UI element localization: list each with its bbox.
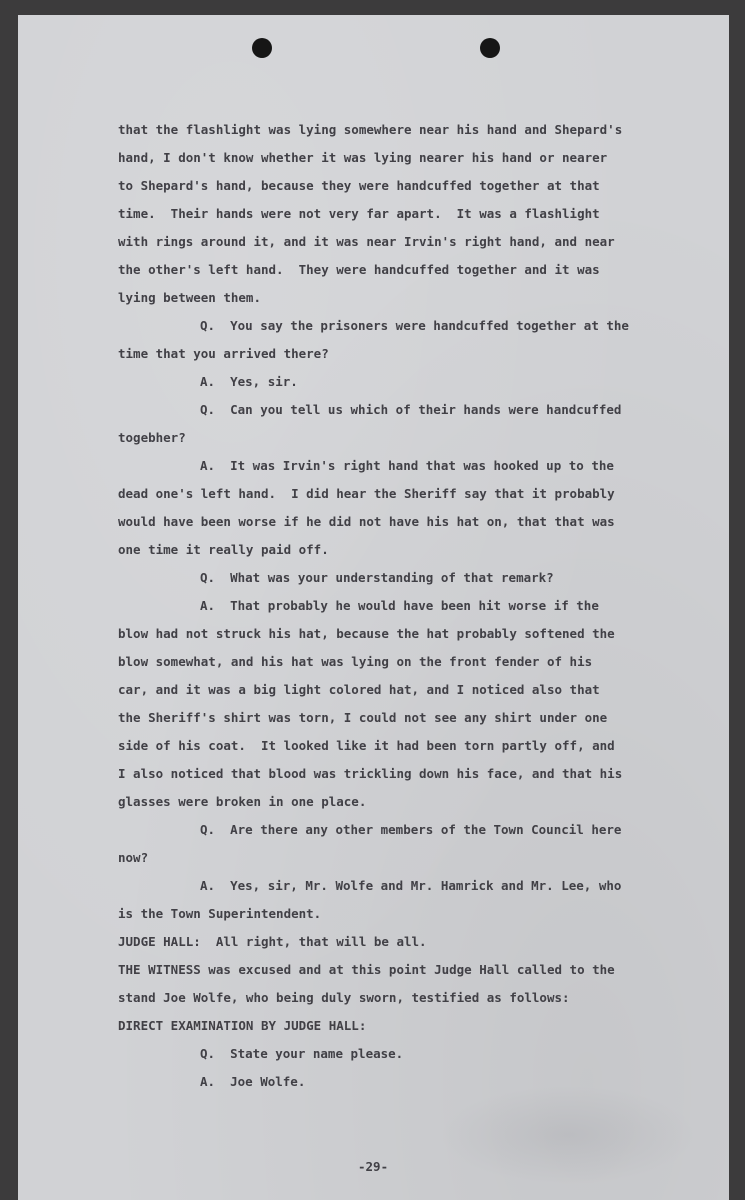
text-line: time that you arrived there?: [118, 346, 329, 361]
question-line: Q. What was your understanding of that remark?: [200, 570, 554, 585]
transcript-body: [18, 15, 729, 1200]
text-line: time. Their hands were not very far apart. It was a flashlight: [118, 206, 600, 221]
text-line: stand Joe Wolfe, who being duly sworn, testified as follows:: [118, 990, 570, 1005]
text-line: with rings around it, and it was near Irvin's right hand, and near: [118, 234, 615, 249]
answer-line: A. That probably he would have been hit worse if the: [200, 598, 599, 613]
text-line: glasses were broken in one place.: [118, 794, 367, 809]
text-line: dead one's left hand. I did hear the Sheriff say that it probably: [118, 486, 615, 501]
section-heading: DIRECT EXAMINATION BY JUDGE HALL:: [118, 1018, 367, 1033]
text-line: the other's left hand. They were handcuffed together and it was: [118, 262, 600, 277]
question-line: Q. State your name please.: [200, 1046, 404, 1061]
text-line: the Sheriff's shirt was torn, I could not see any shirt under one: [118, 710, 608, 725]
text-line: would have been worse if he did not have his hat on, that that was: [118, 514, 615, 529]
text-line: now?: [118, 850, 149, 865]
text-line: blow had not struck his hat, because the hat probably softened the: [118, 626, 615, 641]
text-line: side of his coat. It looked like it had been torn partly off, and: [118, 738, 615, 753]
question-line: Q. Are there any other members of the Town Council here: [200, 822, 622, 837]
answer-line: A. Yes, sir, Mr. Wolfe and Mr. Hamrick and Mr. Lee, who: [200, 878, 622, 893]
text-line: car, and it was a big light colored hat, and I noticed also that: [118, 682, 600, 697]
text-line: is the Town Superintendent.: [118, 906, 322, 921]
answer-line: A. Yes, sir.: [200, 374, 298, 389]
page-number: -29-: [358, 1159, 389, 1174]
document-page: [18, 15, 729, 1200]
answer-line: A. Joe Wolfe.: [200, 1074, 306, 1089]
text-line: togebher?: [118, 430, 186, 445]
text-line: I also noticed that blood was trickling down his face, and that his: [118, 766, 623, 781]
question-line: Q. You say the prisoners were handcuffed together at the: [200, 318, 629, 333]
text-line: one time it really paid off.: [118, 542, 329, 557]
text-line: lying between them.: [118, 290, 261, 305]
text-line: hand, I don't know whether it was lying nearer his hand or nearer: [118, 150, 608, 165]
text-line: that the flashlight was lying somewhere near his hand and Shepard's: [118, 122, 623, 137]
speaker-line: JUDGE HALL: All right, that will be all.: [118, 934, 427, 949]
text-line: blow somewhat, and his hat was lying on the front fender of his: [118, 654, 593, 669]
text-line: to Shepard's hand, because they were handcuffed together at that: [118, 178, 600, 193]
question-line: Q. Can you tell us which of their hands were handcuffed: [200, 402, 622, 417]
answer-line: A. It was Irvin's right hand that was hooked up to the: [200, 458, 614, 473]
text-line: THE WITNESS was excused and at this point Judge Hall called to the: [118, 962, 615, 977]
